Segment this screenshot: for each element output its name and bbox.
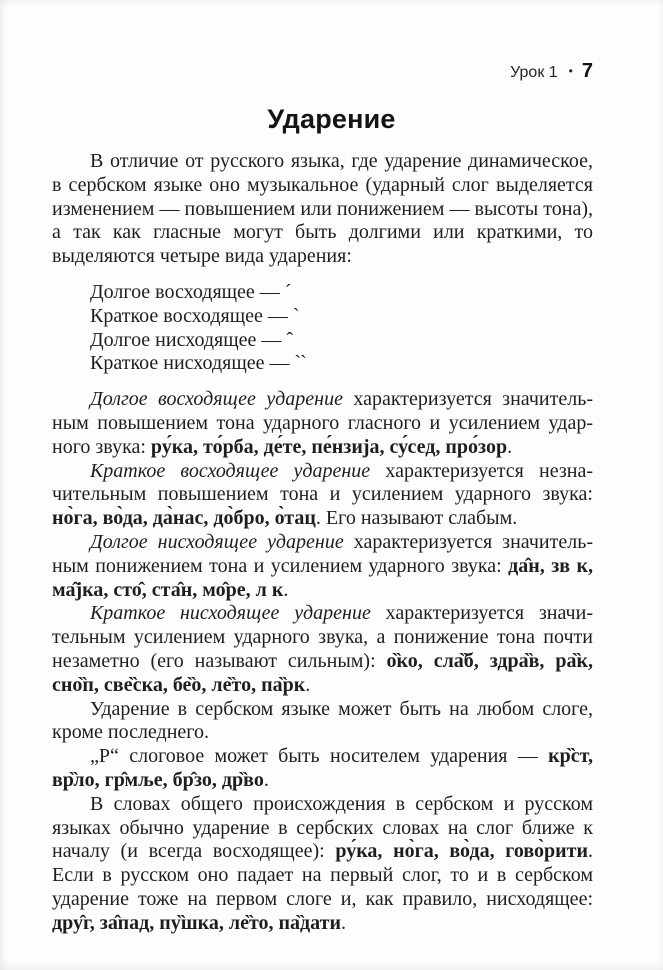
acute-accent-mark: ´	[284, 280, 291, 303]
example-words-bold: о̏ко, сла̏б, здра̏в, ра̏к, сно̏п, све̏ска, бе̏о, ле̏то, па̏рк	[52, 649, 593, 696]
text-run: .	[507, 435, 513, 458]
paragraph-short-rising	[52, 460, 593, 531]
paragraph-syllabic-r	[52, 745, 593, 793]
term-italic: Краткое восходящее ударение	[90, 459, 371, 482]
accent-type-short-rising	[90, 305, 593, 329]
text-run: характеризуется значительным понижением тона и усилением ударного звука:	[52, 530, 593, 577]
accent-type-label: Долгое восходящее —	[90, 280, 285, 303]
example-words-bold: но̀га, во̀да, да̀нас, до̀бро, о̀тац	[52, 507, 316, 530]
text-run: „Р“ слоговое может быть носителем ударения —	[90, 745, 549, 768]
page-number: 7	[581, 60, 593, 82]
page-body	[52, 150, 593, 936]
lesson-label: Урок 1	[510, 64, 558, 81]
example-words-bold: дру̂г, за̂пад, пу̏шка, ле̏то, па̏дати	[52, 911, 341, 934]
text-run: .	[340, 911, 346, 934]
text-run: Ударение в сербском языке может быть на любом слоге, кроме последнего.	[52, 697, 593, 744]
accent-type-long-falling	[90, 329, 593, 353]
paragraph-intro	[52, 150, 593, 269]
term-italic: Краткое нисходящее ударение	[90, 602, 371, 625]
accent-type-long-rising	[90, 281, 593, 305]
grave-accent-mark: `	[292, 304, 299, 327]
example-words-bold: ру́ка, то́рба, де́те, пе́нзија, су́сед, про́зор	[150, 435, 508, 458]
page-header	[0, 0, 663, 83]
page-title: Ударение	[267, 104, 396, 134]
paragraph-any-syllable	[52, 698, 593, 746]
accent-type-label: Краткое восходящее —	[90, 304, 293, 327]
accent-type-label: Краткое нисходящее —	[90, 352, 295, 375]
accent-type-short-falling	[90, 352, 593, 376]
text-run: В отличие от русского языка, где ударение динамическое, в сербском языке оно музыкальное (ударный слог выделяется изменением — повышением или понижением — высоты тона), а так как гласные могут быть долгими или краткими, то выделяются четыре вида ударения:	[52, 150, 593, 268]
text-run: характеризуется незначительным повышением тона и усилением ударного звука:	[52, 459, 593, 506]
accent-type-label: Долгое нисходящее —	[90, 328, 287, 351]
text-run: В словах общего происхождения в сербском и русском языках обычно ударение в сербских словах на слог ближе к началу (и всегда восходящее):	[52, 792, 593, 863]
text-run: .	[263, 768, 269, 791]
paragraph-common-origin	[52, 793, 593, 936]
text-run: . Если в русском оно падает на первый слог, то и в сербском ударение тоже на первом слоге и, как правило, нисходящее:	[52, 840, 593, 910]
double-grave-accent-mark: ``	[294, 352, 306, 375]
text-run: .	[305, 673, 311, 696]
example-words-bold: кр̏ст, вр̏ло, гр̂мље, бр̂зо, др̏во	[52, 745, 593, 791]
term-italic: Долгое восходящее ударение	[90, 388, 343, 411]
text-run: характеризуется значительным повышением тона ударного гласного и усилением ударного звука:	[52, 388, 593, 458]
paragraph-short-falling	[52, 602, 593, 697]
accent-types-list	[90, 281, 593, 376]
term-italic: Долгое нисходящее ударение	[90, 530, 344, 553]
text-run: характеризуется значительным усилением ударного звука, а понижение тона почти незаметно (его называют сильным):	[52, 602, 593, 672]
paragraph-long-rising	[52, 388, 593, 459]
text-run: . Его называют слабым.	[315, 507, 518, 530]
paragraph-long-falling	[52, 531, 593, 602]
header-bullet: •	[568, 64, 573, 78]
example-words-bold: да̂н, зв к, ма̂јка, сто̂, ста̂н, мо̂ре, л к	[52, 554, 593, 601]
circumflex-accent-mark: ˆ	[286, 328, 293, 351]
example-words-bold: ру́ка, но̀га, во̀да, гово̀рити	[335, 840, 588, 863]
text-run: .	[283, 578, 289, 601]
